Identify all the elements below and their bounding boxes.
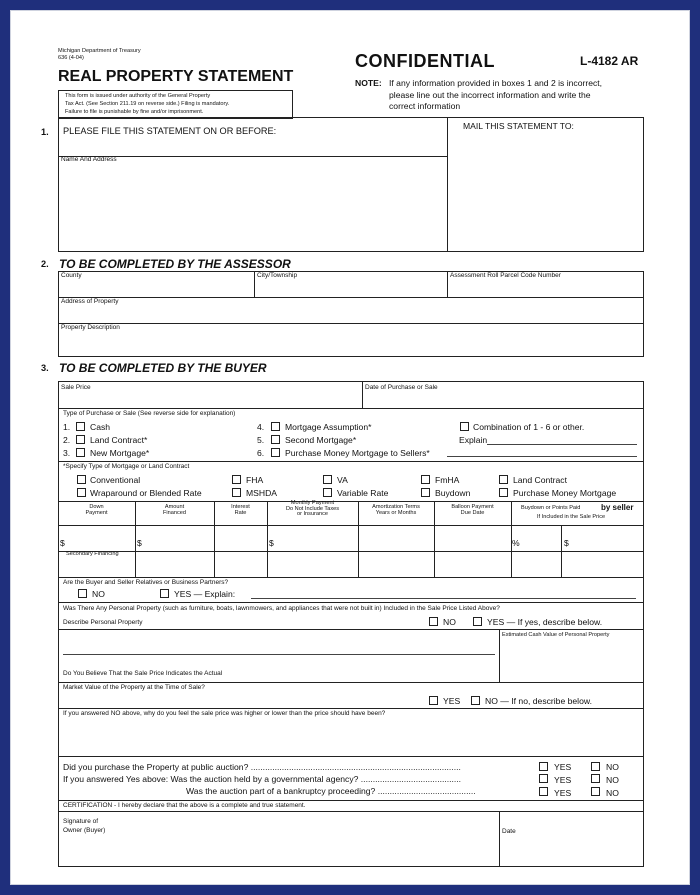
- s3-h-personal: [58, 629, 644, 630]
- s3-h-auction: [58, 800, 644, 801]
- section2-box: [58, 271, 644, 357]
- address-label: Address of Property: [61, 298, 119, 305]
- amount-financed-header: [135, 505, 214, 516]
- purchase-money-mortgage-checkbox[interactable]: [499, 488, 508, 497]
- section3-title: TO BE COMPLETED BY THE BUYER: [59, 361, 267, 375]
- s3-h-sale: [58, 408, 644, 409]
- sale-price-label: Sale Price: [61, 384, 91, 391]
- variable-rate-label: Variable Rate: [337, 488, 389, 498]
- amount-h2: Financed: [162, 509, 186, 516]
- relatives-yes-checkbox[interactable]: [160, 589, 169, 598]
- va-label: VA: [337, 475, 348, 485]
- form-title: REAL PROPERTY STATEMENT: [58, 68, 294, 85]
- parcel-label: Assessment Roll Parcel Code Number: [450, 272, 561, 279]
- type-label: Type of Purchase or Sale (See reverse side for explanation): [63, 410, 236, 417]
- form-code: 636 (4-04): [58, 55, 84, 61]
- describe-personal-label: Describe Personal Property: [63, 619, 143, 626]
- type-5-num: 5.: [257, 435, 265, 445]
- est-cash-label: Estimated Cash Value of Personal Property: [502, 632, 610, 638]
- monthly-h2: Do Not Include Taxes: [285, 505, 340, 512]
- market-no-checkbox[interactable]: [471, 696, 480, 705]
- land-contract-checkbox[interactable]: [76, 435, 85, 444]
- signature-label-2: Owner (Buyer): [63, 827, 106, 834]
- buydown-h1: Buydown or Points Paid: [521, 505, 581, 511]
- certification-text: CERTIFICATION - I hereby declare that the above is a complete and true statement.: [63, 802, 306, 809]
- fmha-label: FmHA: [435, 475, 460, 485]
- section3-number: 3.: [41, 363, 49, 373]
- s3-div-sale: [362, 381, 363, 408]
- personal-describe-line[interactable]: [63, 654, 495, 655]
- s2-div-1: [254, 271, 255, 297]
- specify-label: *Specify Type of Mortgage or Land Contract: [63, 463, 190, 470]
- s2-div-2: [447, 271, 448, 297]
- note-label: NOTE:: [355, 78, 382, 88]
- relatives-no-label: NO: [92, 589, 105, 599]
- s3-h-believe: [58, 682, 644, 683]
- explain-label: Explain: [459, 435, 488, 445]
- second-mortgage-checkbox[interactable]: [271, 435, 280, 444]
- land-contract-label: Land Contract*: [90, 435, 148, 445]
- signature-field[interactable]: [59, 812, 498, 866]
- amort-h2: Years or Months: [375, 509, 417, 516]
- type-2-num: 2.: [63, 435, 71, 445]
- authority-box: [58, 90, 293, 119]
- date-label: Date: [502, 828, 516, 835]
- why-answer-field[interactable]: [59, 719, 643, 755]
- auction-question-1: Did you purchase the Property at public auction? ........................................................................................: [63, 762, 461, 772]
- interest-h2: Rate: [234, 509, 247, 516]
- buydown-h2: If Included in the Sale Price: [537, 514, 606, 520]
- personal-yes-checkbox[interactable]: [473, 617, 482, 626]
- down-payment-dollar: $: [60, 538, 65, 548]
- s3-h-why: [58, 756, 644, 757]
- authority-line-1: This form is issued under authority of the General Property: [65, 93, 211, 99]
- monthly-h3: or Insurance: [296, 511, 329, 518]
- monthly-payment-header: [267, 501, 358, 518]
- confidential-label: CONFIDENTIAL: [355, 51, 495, 71]
- land-contract-type-label: Land Contract: [513, 475, 567, 485]
- personal-no-checkbox[interactable]: [429, 617, 438, 626]
- personal-yes-label: YES — If yes, describe below.: [487, 617, 603, 627]
- type-1-num: 1.: [63, 422, 71, 432]
- second-mortgage-label: Second Mortgage*: [285, 435, 357, 445]
- variable-rate-checkbox[interactable]: [323, 488, 332, 497]
- auction-2-no-checkbox[interactable]: [591, 774, 600, 783]
- section1-number: 1.: [41, 127, 49, 137]
- section2-title: TO BE COMPLETED BY THE ASSESSOR: [59, 257, 291, 271]
- mortgage-assumption-checkbox[interactable]: [271, 422, 280, 431]
- amortization-header: [358, 505, 434, 516]
- s3-h-market: [58, 708, 644, 709]
- form-page: [10, 10, 690, 885]
- est-cash-divider: [499, 629, 500, 682]
- amount-h1: Amount: [164, 504, 185, 510]
- mshda-label: MSHDA: [246, 488, 278, 498]
- combination-checkbox[interactable]: [460, 422, 469, 431]
- authority-line-2: Tax Act. (See Section 211.19 on reverse side.) Filing is mandatory.: [65, 101, 230, 107]
- type-3-num: 3.: [63, 448, 71, 458]
- type-6-num: 6.: [257, 448, 265, 458]
- relatives-explain-line[interactable]: [251, 598, 636, 599]
- wraparound-label: Wraparound or Blended Rate: [90, 488, 202, 498]
- buydown-percent: %: [512, 538, 520, 548]
- purchase-date-label: Date of Purchase or Sale: [365, 384, 438, 391]
- fha-checkbox[interactable]: [232, 475, 241, 484]
- mail-to-field[interactable]: [448, 128, 643, 251]
- section2-number: 2.: [41, 259, 49, 269]
- auction-1-yes-checkbox[interactable]: [539, 762, 548, 771]
- monthly-h1: Monthly Payment: [290, 500, 335, 506]
- purchase-money-label: Purchase Money Mortgage to Sellers*: [285, 448, 430, 458]
- new-mortgage-checkbox[interactable]: [76, 448, 85, 457]
- auction-question-3: Was the auction part of a bankruptcy proceeding? .........................................: [186, 786, 476, 796]
- note-line-2: please line out the incorrect information and write the: [389, 90, 591, 100]
- buydown-by-seller: by seller: [601, 503, 634, 512]
- auction-2-yes-label: YES: [554, 775, 572, 785]
- why-question: If you answered NO above, why do you feel the sale price was higher or lower than the price should have been?: [63, 710, 386, 717]
- note-line-1: If any information provided in boxes 1 and 2 is incorrect,: [389, 78, 603, 88]
- cash-checkbox[interactable]: [76, 422, 85, 431]
- auction-2-yes-checkbox[interactable]: [539, 774, 548, 783]
- fmha-checkbox[interactable]: [421, 475, 430, 484]
- name-address-label: Name And Address: [61, 156, 117, 163]
- balloon-h2: Due Date: [460, 509, 485, 516]
- monthly-payment-dollar: $: [269, 538, 274, 548]
- personal-property-question: Was There Any Personal Property (such as furniture, boats, lawnmowers, and appliances that were not built in) Included in the Sale Price Listed Above?: [63, 605, 500, 612]
- market-yes-checkbox[interactable]: [429, 696, 438, 705]
- conventional-label: Conventional: [90, 475, 141, 485]
- relatives-question: Are the Buyer and Seller Relatives or Business Partners?: [63, 579, 229, 586]
- personal-no-label: NO: [443, 617, 456, 627]
- county-label: County: [61, 272, 82, 279]
- explain-line[interactable]: [487, 444, 637, 445]
- type-4-num: 4.: [257, 422, 265, 432]
- auction-3-no-checkbox[interactable]: [591, 787, 600, 796]
- balloon-header: [434, 505, 511, 516]
- auction-1-no-checkbox[interactable]: [591, 762, 600, 771]
- combination-label: Combination of 1 - 6 or other.: [473, 422, 585, 432]
- auction-1-no-label: NO: [606, 762, 619, 772]
- date-field[interactable]: [500, 812, 643, 866]
- down-payment-header: [58, 505, 135, 516]
- purchase-money-mortgage-label: Purchase Money Mortgage: [513, 488, 617, 498]
- market-yes-label: YES: [443, 696, 461, 706]
- market-value-question: Market Value of the Property at the Time of Sale?: [63, 684, 205, 691]
- cash-label: Cash: [90, 422, 111, 432]
- down-h2: Payment: [85, 509, 108, 516]
- authority-line-3: Failure to file is punishable by fine and/or imprisonment.: [65, 109, 204, 115]
- city-label: City/Township: [257, 272, 298, 279]
- description-label: Property Description: [61, 324, 120, 331]
- mortgage-assumption-label: Mortgage Assumption*: [285, 422, 372, 432]
- balloon-h1: Balloon Payment: [451, 504, 494, 510]
- s3-h-relatives: [58, 602, 644, 603]
- buydown-checkbox[interactable]: [421, 488, 430, 497]
- fin-h-bottom: [58, 577, 644, 578]
- secondary-financing-label: Secondary Financing: [66, 551, 119, 557]
- buydown-dollar: $: [564, 538, 569, 548]
- s3-h-type: [58, 461, 644, 462]
- form-number: L-4182 AR: [580, 54, 639, 68]
- interest-h1: Interest: [231, 504, 250, 510]
- wraparound-checkbox[interactable]: [77, 488, 86, 497]
- file-before-label: PLEASE FILE THIS STATEMENT ON OR BEFORE:: [63, 126, 277, 136]
- conventional-checkbox[interactable]: [77, 475, 86, 484]
- new-mortgage-label: New Mortgage*: [90, 448, 150, 458]
- signature-label-1: Signature of: [63, 818, 99, 825]
- explain-line-2[interactable]: [447, 456, 637, 457]
- fha-label: FHA: [246, 475, 264, 485]
- buydown-label: Buydown: [435, 488, 471, 498]
- note-line-3: correct information: [389, 101, 461, 111]
- name-address-field[interactable]: [59, 166, 446, 251]
- auction-1-yes-label: YES: [554, 762, 572, 772]
- interest-rate-header: [214, 505, 267, 516]
- auction-3-yes-label: YES: [554, 788, 572, 798]
- va-checkbox[interactable]: [323, 475, 332, 484]
- fin-h-mid: [58, 551, 644, 552]
- fin-h-head: [58, 525, 644, 526]
- market-no-label: NO — If no, describe below.: [485, 696, 592, 706]
- believe-question: Do You Believe That the Sale Price Indicates the Actual: [63, 670, 223, 677]
- auction-question-2: If you answered Yes above: Was the auction held by a governmental agency? ..........................................: [63, 774, 462, 784]
- auction-3-no-label: NO: [606, 788, 619, 798]
- amort-h1: Amortization Terms: [372, 504, 420, 510]
- auction-3-yes-checkbox[interactable]: [539, 787, 548, 796]
- relatives-no-checkbox[interactable]: [78, 589, 87, 598]
- dept-name: Michigan Department of Treasury: [58, 48, 141, 54]
- auction-2-no-label: NO: [606, 775, 619, 785]
- mail-to-label: MAIL THIS STATEMENT TO:: [463, 121, 574, 131]
- s2-h2: [58, 323, 644, 324]
- land-contract-type-checkbox[interactable]: [499, 475, 508, 484]
- purchase-money-checkbox[interactable]: [271, 448, 280, 457]
- down-h1: Down: [89, 504, 104, 510]
- s2-h1: [58, 297, 644, 298]
- mshda-checkbox[interactable]: [232, 488, 241, 497]
- amount-financed-dollar: $: [137, 538, 142, 548]
- relatives-yes-label: YES — Explain:: [174, 589, 236, 599]
